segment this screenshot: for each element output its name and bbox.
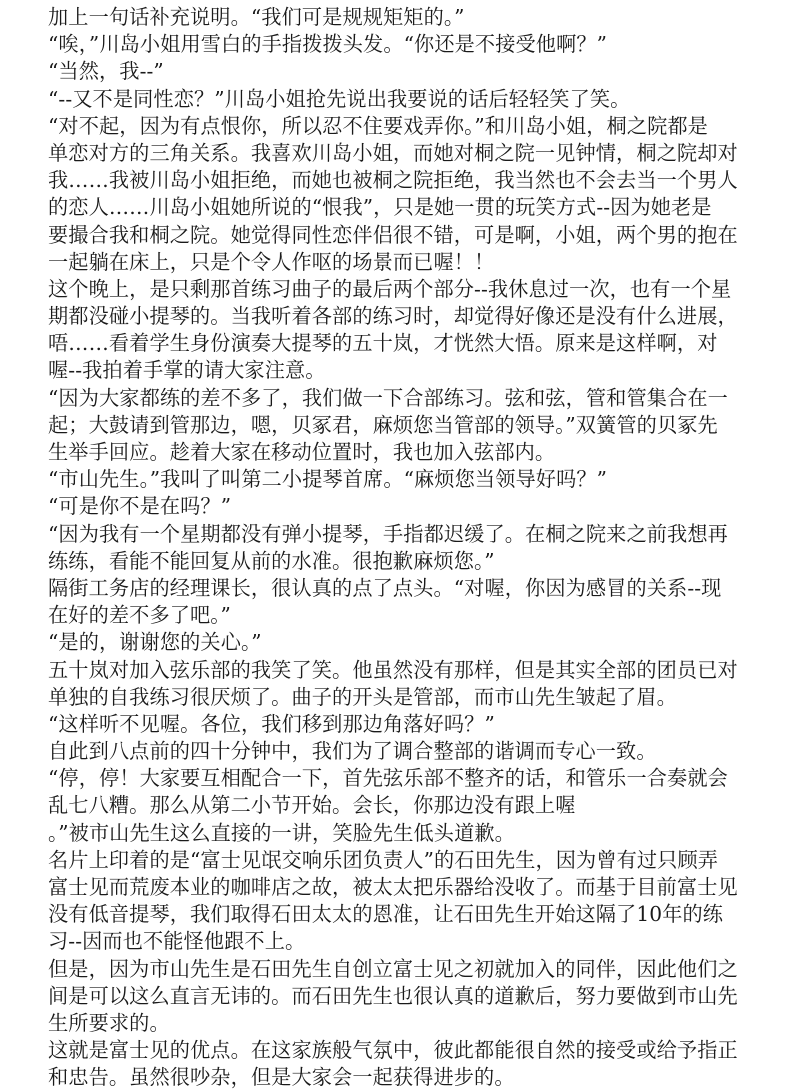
- text-line: “市山先生。”我叫了叫第二小提琴首席。“麻烦您当领导好吗？”: [48, 467, 608, 492]
- text-line: “因为我有一个星期都没有弹小提琴，手指都迟缓了。在桐之院来之前我想再: [48, 521, 728, 546]
- text-line: 要撮合我和桐之院。她觉得同性恋伴侣很不错，可是啊，小姐，两个男的抱在: [48, 222, 738, 247]
- text-line: “是的，谢谢您的关心。”: [48, 630, 262, 655]
- text-line: 喔--我拍着手掌的请大家注意。: [48, 358, 326, 383]
- document-page: [48, 4, 766, 1092]
- text-line: 五十岚对加入弦乐部的我笑了笑。他虽然没有那样，但是其实全部的团员已对: [48, 657, 738, 682]
- text-line: 习--因而也不能怪他跟不上。: [48, 929, 306, 954]
- text-line: “这样听不见喔。各位，我们移到那边角落好吗？”: [48, 711, 495, 736]
- text-line: 隔街工务店的经理课长，很认真的点了点头。“对喔，你因为感冒的关系--现: [48, 575, 722, 600]
- text-line: “当然，我--”: [48, 59, 164, 84]
- text-line: 没有低音提琴，我们取得石田太太的恩准，让石田先生开始这隔了10年的练: [48, 902, 724, 927]
- text-line: “可是你不是在吗？”: [48, 494, 232, 519]
- text-line: 加上一句话补充说明。“我们可是规规矩矩的。”: [48, 5, 465, 29]
- text-line: 生所要求的。: [48, 1010, 170, 1035]
- text-line: 期都没碰小提琴的。当我听着各部的练习时，却觉得好像还是没有什么进展，: [48, 304, 738, 329]
- text-line: 乱七八糟。那么从第二小节开始。会长，你那边没有跟上喔: [48, 793, 576, 818]
- text-line: 间是可以这么直言无讳的。而石田先生也很认真的道歉后，努力要做到市山先: [48, 983, 738, 1008]
- text-line: “唉，”川岛小姐用雪白的手指拨拨头发。“你还是不接受他啊？”: [48, 32, 608, 57]
- text-line: 这个晚上，是只剩那首练习曲子的最后两个部分--我休息过一次，也有一个星: [48, 276, 732, 301]
- text-line: 生举手回应。趁着大家在移动位置时，我也加入弦部内。: [48, 440, 556, 464]
- text-line: 这就是富士见的优点。在这家族般气氛中，彼此都能很自然的接受或给予指正: [48, 1038, 738, 1063]
- text-line: 但是，因为市山先生是石田先生自创立富士见之初就加入的同伴，因此他们之: [48, 956, 738, 981]
- text-line: 在好的差不多了吧。”: [48, 603, 231, 628]
- text-line: 练练，看能不能回复从前的水准。很抱歉麻烦您。”: [48, 548, 495, 573]
- text-line: 单独的自我练习很厌烦了。曲子的开头是管部，而市山先生皱起了眉。: [48, 684, 677, 709]
- text-line: 富士见而荒废本业的咖啡店之故，被太太把乐器给没收了。而基于目前富士见: [48, 875, 738, 899]
- text-line: “--又不是同性恋？”川岛小姐抢先说出我要说的话后轻轻笑了笑。: [48, 86, 631, 111]
- text-line: 和忠告。虽然很吵杂，但是大家会一起获得进步的。: [48, 1065, 515, 1090]
- text-line: 单恋对方的三角关系。我喜欢川岛小姐，而她对桐之院一见钟情，桐之院却对: [48, 140, 738, 165]
- text-line: 一起躺在床上，只是个令人作呕的场景而已喔！！: [48, 249, 495, 274]
- text-line: 的恋人……川岛小姐她所说的“恨我”，只是她一贯的玩笑方式--因为她老是: [48, 195, 712, 220]
- text-line: 名片上印着的是“富士见氓交响乐团负责人”的石田先生，因为曾有过只顾弄: [48, 847, 719, 872]
- text-line: 自此到八点前的四十分钟中，我们为了调合整部的谐调而专心一致。: [48, 739, 657, 764]
- text-line: “停，停！大家要互相配合一下，首先弦乐部不整齐的话，和管乐一合奏就会: [48, 766, 728, 791]
- text-line: 唔……看着学生身份演奏大提琴的五十岚，才恍然大悟。原来是这样啊，对: [48, 331, 718, 356]
- text-line: 起；大鼓请到管那边，嗯，贝冢君，麻烦您当管部的领导。”双簧管的贝冢先: [48, 412, 718, 437]
- text-line: “对不起，因为有点恨你，所以忍不住要戏弄你。”和川岛小姐，桐之院都是: [48, 113, 708, 138]
- text-line: “因为大家都练的差不多了，我们做一下合部练习。弦和弦，管和管集合在一: [48, 385, 728, 410]
- text-line: 。”被市山先生这么直接的一讲，笑脸先生低头道歉。: [48, 820, 515, 845]
- text-line: 我……我被川岛小姐拒绝，而她也被桐之院拒绝，我当然也不会去当一个男人: [48, 168, 738, 193]
